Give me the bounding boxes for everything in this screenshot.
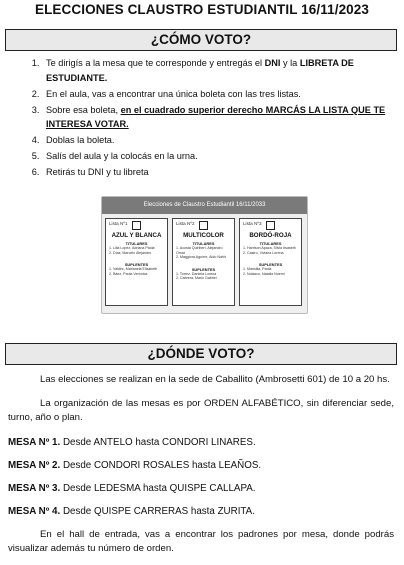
- mesa-item: MESA Nº 1. Desde ANTELO hasta CONDORI LINARES.: [8, 437, 256, 448]
- ballot-header: Elecciones de Claustro Estudiantil 16/11/2033: [102, 197, 307, 214]
- paragraph-padrones: En el hall de entrada, vas a encontrar los padrones por mesa, donde podrás visualizar además tu número de orden.: [8, 529, 394, 554]
- mesa-item: MESA Nº 4. Desde QUISPE CARRERAS hasta ZURITA.: [8, 506, 255, 517]
- step-item: 2. En el aula, vas a encontrar una única boleta con las tres listas.: [42, 87, 404, 102]
- step-item: 6. Retirás tu DNI y tu libreta: [42, 165, 404, 180]
- page-title: ELECCIONES CLAUSTRO ESTUDIANTIL 16/11/2023: [34, 2, 370, 17]
- section-heading-donde-voto: ¿DÓNDE VOTO?: [5, 343, 397, 365]
- paragraph-organizacion: La organización de las mesas es por ORDEN ALFABÉTICO, sin diferenciar sede, turno, año o plan.: [8, 398, 394, 423]
- ballot-checkbox: [266, 221, 275, 230]
- step-item: 3. Sobre esa boleta, en el cuadrado superior derecho MARCÁS LA LISTA QUE TE INTERESA VOTAR.: [42, 103, 404, 132]
- ballot-checkbox: [132, 221, 141, 230]
- paragraph-sede: Las elecciones se realizan en la sede de Caballito (Ambrosetti 601) de 10 a 20 hs.: [40, 374, 390, 385]
- step-item: 1. Te dirigís a la mesa que te corresponde y entregás el DNI y la LIBRETA DE ESTUDIANTE.: [42, 56, 404, 85]
- section-heading-como-voto: ¿CÓMO VOTO?: [5, 29, 397, 51]
- ballot-checkbox: [199, 221, 208, 230]
- ballot-list-1: Lista Nº1 AZUL Y BLANCA TITULARES 1. Lilia López, Adriana Paola 2. Díaz, Marcelo Alejandro SUPLENTES 1. Valdéz, Marianela Elizabeth 2. Báez, Paula Verónica: [105, 218, 168, 306]
- ballot-list-2: Lista Nº2 MULTICOLOR TITULARES 1. Acosta Quiribert, Alejandro Omar 2. Maggiora Aguirre, Aldo Nahir SUPLENTES 1. Torrez, Daniela Lorena 2. Cabrera, Mario Gabriel: [172, 218, 235, 306]
- mesa-item: MESA Nº 3. Desde LEDESMA hasta QUISPE CALLAPA.: [8, 483, 256, 494]
- step-item: 4. Doblas la boleta.: [42, 133, 404, 148]
- ballot-list-3: Lista Nº3 BORDÓ-ROJA TITULARES 1. Harrison Apaza, Silvia Itsaseth 2. Castro, Viviana Lorena SUPLENTES 1. Mansilla, Paola 2. Nolasco, Natalia Noemí: [239, 218, 302, 306]
- steps-list: [22, 56, 404, 182]
- step-item: 5. Salís del aula y la colocás en la urna.: [42, 149, 404, 164]
- ballot-sample: [101, 196, 308, 314]
- mesa-item: MESA Nº 2. Desde CONDORI ROSALES hasta LEAÑOS.: [8, 460, 262, 471]
